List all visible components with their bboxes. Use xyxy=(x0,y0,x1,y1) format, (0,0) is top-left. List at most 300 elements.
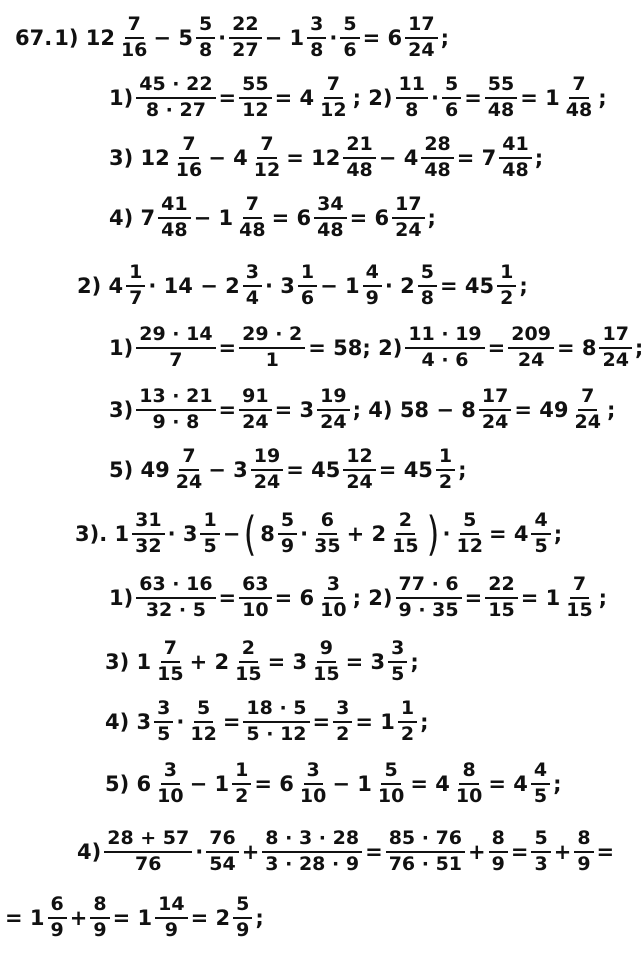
fraction-numerator: 14 xyxy=(155,894,187,919)
fraction-numerator: 63 · 16 xyxy=(136,574,215,599)
fraction xyxy=(388,638,407,686)
fraction-numerator: 1 xyxy=(126,262,145,287)
fraction-denominator: 24 xyxy=(242,411,269,433)
math-text: · 3 xyxy=(167,522,198,546)
math-line xyxy=(108,316,644,380)
fraction-denominator: 10 xyxy=(320,599,347,621)
fraction-denominator: 10 xyxy=(455,785,483,807)
math-text: ; xyxy=(534,146,544,170)
math-text: ; xyxy=(255,906,264,930)
fraction-numerator: 85 · 76 xyxy=(386,828,465,853)
math-text: · xyxy=(176,710,185,734)
math-text: = 4 xyxy=(488,772,528,796)
math-line xyxy=(108,566,608,630)
fraction-numerator: 76 xyxy=(206,828,238,853)
math-text: − 1 xyxy=(193,206,234,230)
fraction-numerator: 55 xyxy=(485,74,517,99)
fraction-numerator: 5 xyxy=(442,74,461,99)
math-text: − 1 xyxy=(332,772,372,796)
fraction xyxy=(48,894,67,942)
fraction xyxy=(173,134,205,182)
fraction-denominator: 7 xyxy=(169,349,183,371)
math-text: 5) 49 xyxy=(109,458,170,482)
math-line xyxy=(76,254,529,318)
math-text: = 8 xyxy=(556,336,597,360)
math-text: ; xyxy=(519,274,528,298)
math-text: = xyxy=(365,840,383,864)
fraction-denominator: 12 xyxy=(253,159,281,181)
fraction xyxy=(136,74,215,122)
fraction xyxy=(421,134,453,182)
fraction-denominator: 24 xyxy=(574,411,601,433)
fraction-denominator: 4 · 6 xyxy=(421,349,469,371)
fraction-numerator: 9 xyxy=(317,638,336,663)
fraction xyxy=(310,638,342,686)
fraction xyxy=(405,14,437,62)
math-text: + 2 xyxy=(189,650,230,674)
fraction-numerator: 17 xyxy=(479,386,511,411)
fraction-denominator: 48 xyxy=(487,99,515,121)
fraction-numerator: 1 xyxy=(398,698,417,723)
fraction-denominator: 10 xyxy=(377,785,405,807)
fraction-numerator: 21 xyxy=(343,134,375,159)
fraction xyxy=(389,510,421,558)
fraction xyxy=(479,386,511,434)
fraction-denominator: 27 xyxy=(232,39,259,61)
math-text: ; xyxy=(440,26,449,50)
fraction-denominator: 2 xyxy=(235,785,249,807)
fraction-numerator: 5 xyxy=(381,760,400,785)
math-text: − 4 xyxy=(208,146,248,170)
fraction xyxy=(392,194,424,242)
fraction-numerator: 29 · 14 xyxy=(136,324,215,349)
fraction-denominator: 3 · 28 · 9 xyxy=(265,853,360,875)
math-line xyxy=(76,820,615,884)
math-text: + xyxy=(69,906,88,930)
math-text: 8 xyxy=(260,522,275,546)
fraction-numerator: 7 xyxy=(578,386,597,411)
fraction-denominator: 10 xyxy=(299,785,327,807)
fraction xyxy=(398,698,417,746)
math-text: = 1 xyxy=(112,906,153,930)
fraction-numerator: 13 · 21 xyxy=(136,386,215,411)
fraction-numerator: 8 xyxy=(459,760,478,785)
fraction xyxy=(154,638,186,686)
fraction-denominator: 2 xyxy=(400,723,415,745)
math-text: = xyxy=(218,86,237,110)
math-text: 3). 1 xyxy=(75,522,130,546)
fraction-numerator: 18 · 5 xyxy=(243,698,309,723)
fraction xyxy=(497,262,516,310)
fraction xyxy=(599,324,631,372)
fraction xyxy=(200,510,219,558)
fraction xyxy=(442,74,461,122)
fraction xyxy=(489,828,508,876)
math-text: 4) 7 xyxy=(109,206,156,230)
fraction xyxy=(239,74,271,122)
fraction xyxy=(239,324,305,372)
parenthesis: ) xyxy=(426,507,439,561)
fraction-denominator: 5 xyxy=(157,723,171,745)
fraction-denominator: 48 xyxy=(424,159,451,181)
math-text: = xyxy=(218,398,237,422)
fraction xyxy=(307,14,326,62)
math-text: = 49 xyxy=(514,398,569,422)
fraction xyxy=(196,14,215,62)
fraction xyxy=(297,760,329,808)
fraction-numerator: 2 xyxy=(396,510,415,535)
fraction xyxy=(396,574,462,622)
math-text: · 14 − 2 xyxy=(148,274,240,298)
fraction-denominator: 48 xyxy=(239,219,266,241)
fraction-numerator: 5 xyxy=(531,828,550,853)
math-text: 3) xyxy=(109,398,134,422)
fraction xyxy=(531,760,550,808)
fraction-numerator: 77 · 6 xyxy=(396,574,462,599)
math-text: · xyxy=(430,86,439,110)
fraction xyxy=(251,446,283,494)
math-text: = xyxy=(487,336,506,360)
fraction-numerator: 5 xyxy=(418,262,437,287)
math-text: − 5 xyxy=(153,26,193,50)
math-text: − 1 xyxy=(189,772,230,796)
fraction-denominator: 16 xyxy=(120,39,148,61)
math-line xyxy=(108,126,544,190)
fraction-denominator: 48 xyxy=(346,159,373,181)
math-line xyxy=(108,66,608,130)
fraction-numerator: 3 xyxy=(243,262,262,287)
fraction-numerator: 7 xyxy=(324,74,343,99)
math-line xyxy=(108,438,468,502)
math-text: = xyxy=(218,586,237,610)
fraction xyxy=(154,698,173,746)
fraction-numerator: 17 xyxy=(392,194,424,219)
fraction xyxy=(499,134,531,182)
fraction-numerator: 3 xyxy=(161,760,180,785)
fraction-denominator: 8 xyxy=(310,39,324,61)
fraction-denominator: 2 xyxy=(500,287,514,309)
math-text: − 3 xyxy=(208,458,248,482)
math-text: 4) xyxy=(77,840,102,864)
math-text: ; xyxy=(598,586,608,610)
fraction xyxy=(136,574,215,622)
fraction xyxy=(239,386,271,434)
fraction xyxy=(436,446,455,494)
fraction xyxy=(454,510,486,558)
fraction xyxy=(126,262,145,310)
fraction-numerator: 1 xyxy=(232,760,251,785)
fraction xyxy=(343,134,375,182)
math-text: + xyxy=(468,840,486,864)
fraction-denominator: 5 xyxy=(533,785,548,807)
math-text: 3) 12 xyxy=(109,146,170,170)
fraction-denominator: 6 xyxy=(300,287,315,309)
fraction-denominator: 48 xyxy=(317,219,344,241)
fraction-numerator: 7 xyxy=(161,638,180,663)
math-text: = 1 xyxy=(520,586,561,610)
fraction-denominator: 5 xyxy=(203,535,217,557)
fraction-numerator: 7 xyxy=(243,194,262,219)
fraction-numerator: 5 xyxy=(278,510,297,535)
fraction-numerator: 7 xyxy=(570,574,589,599)
fraction-numerator: 209 xyxy=(508,324,554,349)
fraction-numerator: 55 xyxy=(239,74,271,99)
fraction-numerator: 41 xyxy=(499,134,531,159)
fraction-denominator: 12 xyxy=(320,99,347,121)
math-text: 4) 3 xyxy=(105,710,152,734)
fraction-numerator: 6 xyxy=(48,894,67,919)
fraction-numerator: 17 xyxy=(405,14,437,39)
fraction-numerator: 8 · 3 · 28 xyxy=(262,828,362,853)
fraction-denominator: 9 xyxy=(577,853,591,875)
fraction-denominator: 12 xyxy=(242,99,269,121)
fraction xyxy=(485,74,517,122)
fraction-denominator: 9 xyxy=(365,287,379,309)
math-text: + 2 xyxy=(346,522,387,546)
fraction xyxy=(132,510,164,558)
fraction xyxy=(155,894,187,942)
fraction-numerator: 7 xyxy=(569,74,588,99)
fraction-denominator: 4 xyxy=(245,287,259,309)
fraction xyxy=(363,262,382,310)
math-text: · xyxy=(442,522,451,546)
math-text: ; xyxy=(427,206,436,230)
fraction xyxy=(104,828,192,876)
fraction-numerator: 5 xyxy=(340,14,359,39)
math-text: ; xyxy=(420,710,429,734)
math-text: = 6 xyxy=(254,772,294,796)
fraction-denominator: 15 xyxy=(235,663,262,685)
math-text: = 3 xyxy=(345,650,386,674)
fraction xyxy=(154,760,186,808)
math-text: 1) xyxy=(109,336,134,360)
math-text: = 7 xyxy=(456,146,497,170)
fraction-numerator: 3 xyxy=(307,14,326,39)
math-text: = 1 xyxy=(520,86,560,110)
math-text: ; xyxy=(553,772,562,796)
fraction-denominator: 48 xyxy=(565,99,593,121)
math-text: ; xyxy=(606,398,616,422)
fraction-numerator: 11 xyxy=(396,74,428,99)
fraction-denominator: 8 · 27 xyxy=(145,99,206,121)
fraction xyxy=(136,386,215,434)
fraction-denominator: 12 xyxy=(456,535,483,557)
fraction xyxy=(262,828,362,876)
math-text: · xyxy=(300,522,309,546)
fraction-numerator: 8 xyxy=(574,828,593,853)
math-text: ; xyxy=(634,336,644,360)
fraction xyxy=(158,194,190,242)
fraction xyxy=(343,446,375,494)
math-text: · 2 xyxy=(384,274,415,298)
fraction-denominator: 8 xyxy=(405,99,419,121)
fraction xyxy=(311,510,343,558)
fraction-denominator: 24 xyxy=(253,471,281,493)
fraction xyxy=(340,14,359,62)
fraction-denominator: 9 xyxy=(236,919,250,941)
fraction xyxy=(571,386,603,434)
fraction xyxy=(317,386,349,434)
math-text: · xyxy=(218,26,227,50)
fraction-denominator: 32 xyxy=(135,535,162,557)
fraction-denominator: 9 · 35 xyxy=(398,599,459,621)
math-text: − xyxy=(222,522,241,546)
math-text: = 6 xyxy=(274,586,315,610)
fraction xyxy=(90,894,109,942)
fraction-numerator: 28 xyxy=(421,134,453,159)
math-text: 1) xyxy=(109,86,134,110)
fraction xyxy=(278,510,297,558)
fraction xyxy=(314,194,346,242)
fraction-denominator: 15 xyxy=(313,663,340,685)
math-text: = 1 xyxy=(5,906,45,930)
fraction-numerator: 1 xyxy=(436,446,455,471)
fraction xyxy=(375,760,407,808)
math-text: = xyxy=(464,86,482,110)
fraction-denominator: 24 xyxy=(346,471,373,493)
fraction-numerator: 28 + 57 xyxy=(104,828,192,853)
fraction-denominator: 3 xyxy=(534,853,548,875)
math-text: ; xyxy=(410,650,419,674)
fraction-denominator: 24 xyxy=(517,349,545,371)
math-text: · 3 xyxy=(264,274,295,298)
fraction-numerator: 4 xyxy=(531,510,550,535)
math-text: = 4 xyxy=(488,522,529,546)
math-text: + xyxy=(553,840,572,864)
math-line xyxy=(108,186,437,250)
fraction xyxy=(243,698,309,746)
fraction-denominator: 6 xyxy=(343,39,357,61)
fraction-numerator: 3 xyxy=(388,638,407,663)
fraction-denominator: 15 xyxy=(157,663,184,685)
fraction-denominator: 76 xyxy=(135,853,162,875)
math-line xyxy=(108,378,616,442)
math-text: ; 2) xyxy=(352,586,393,610)
fraction-numerator: 63 xyxy=(239,574,271,599)
fraction-denominator: 9 xyxy=(491,853,505,875)
fraction-denominator: 2 xyxy=(438,471,453,493)
math-text: = 6 xyxy=(362,26,403,50)
math-text: = 12 xyxy=(286,146,341,170)
fraction-denominator: 54 xyxy=(209,853,236,875)
math-line xyxy=(104,690,430,754)
fraction xyxy=(239,574,271,622)
math-text: = 45 xyxy=(378,458,433,482)
fraction xyxy=(298,262,317,310)
fraction-numerator: 5 xyxy=(194,698,213,723)
fraction-numerator: 5 xyxy=(460,510,479,535)
fraction xyxy=(405,324,484,372)
math-text: ; xyxy=(458,458,467,482)
math-text: + xyxy=(241,840,260,864)
math-text: · xyxy=(329,26,338,50)
fraction-denominator: 7 xyxy=(129,287,143,309)
fraction-denominator: 8 xyxy=(198,39,213,61)
fraction-numerator: 11 · 19 xyxy=(405,324,484,349)
math-text: = 6 xyxy=(349,206,390,230)
math-line xyxy=(74,502,563,566)
math-text: = 4 xyxy=(274,86,315,110)
math-text: = xyxy=(510,840,529,864)
fraction-numerator: 2 xyxy=(239,638,258,663)
fraction-denominator: 15 xyxy=(488,599,515,621)
fraction-denominator: 15 xyxy=(392,535,419,557)
fraction-denominator: 15 xyxy=(566,599,593,621)
math-text: = xyxy=(222,710,241,734)
math-line xyxy=(14,6,450,70)
math-text: 67. xyxy=(15,26,53,50)
fraction-denominator: 1 xyxy=(265,349,279,371)
fraction-numerator: 8 xyxy=(90,894,109,919)
fraction-numerator: 4 xyxy=(363,262,382,287)
fraction-denominator: 24 xyxy=(395,219,422,241)
math-text: = 58; 2) xyxy=(308,336,403,360)
fraction-numerator: 29 · 2 xyxy=(239,324,305,349)
math-text: = 45 xyxy=(440,274,495,298)
fraction-numerator: 1 xyxy=(298,262,317,287)
fraction xyxy=(232,760,251,808)
math-text: 1) 12 xyxy=(54,26,115,50)
math-text: = xyxy=(218,336,237,360)
fraction-numerator: 1 xyxy=(200,510,219,535)
fraction xyxy=(563,574,595,622)
fraction xyxy=(232,638,264,686)
fraction-numerator: 45 · 22 xyxy=(136,74,215,99)
fraction-denominator: 6 xyxy=(444,99,459,121)
fraction xyxy=(563,74,595,122)
fraction-numerator: 5 xyxy=(196,14,215,39)
fraction-numerator: 5 xyxy=(233,894,252,919)
math-text: = 6 xyxy=(271,206,312,230)
math-text: = xyxy=(464,586,483,610)
fraction-numerator: 3 xyxy=(304,760,323,785)
math-text: 2) 4 xyxy=(77,274,124,298)
fraction-numerator: 1 xyxy=(497,262,516,287)
fraction xyxy=(531,510,550,558)
fraction xyxy=(206,828,238,876)
fraction-numerator: 22 xyxy=(485,574,517,599)
fraction xyxy=(396,74,428,122)
math-text: 3) 1 xyxy=(105,650,152,674)
fraction-denominator: 9 xyxy=(50,919,64,941)
math-text: ; xyxy=(598,86,607,110)
fraction-denominator: 16 xyxy=(175,159,203,181)
math-text: 1) xyxy=(109,586,134,610)
math-text: = 3 xyxy=(274,398,315,422)
fraction-denominator: 24 xyxy=(320,411,347,433)
fraction-denominator: 2 xyxy=(336,723,350,745)
fraction-numerator: 6 xyxy=(318,510,337,535)
fraction-denominator: 24 xyxy=(408,39,435,61)
fraction xyxy=(187,698,219,746)
fraction xyxy=(173,446,205,494)
fraction-denominator: 12 xyxy=(190,723,217,745)
fraction-denominator: 5 xyxy=(391,663,405,685)
fraction-denominator: 10 xyxy=(157,785,184,807)
fraction-numerator: 34 xyxy=(314,194,346,219)
fraction xyxy=(386,828,465,876)
fraction-denominator: 24 xyxy=(481,411,509,433)
math-text: − 1 xyxy=(264,26,305,50)
fraction-numerator: 8 xyxy=(489,828,508,853)
fraction-numerator: 7 xyxy=(125,14,144,39)
fraction-numerator: 17 xyxy=(599,324,631,349)
fraction-numerator: 91 xyxy=(239,386,271,411)
fraction-numerator: 3 xyxy=(324,574,343,599)
fraction-denominator: 48 xyxy=(502,159,529,181)
fraction xyxy=(136,324,215,372)
parenthesis: ( xyxy=(244,507,257,561)
